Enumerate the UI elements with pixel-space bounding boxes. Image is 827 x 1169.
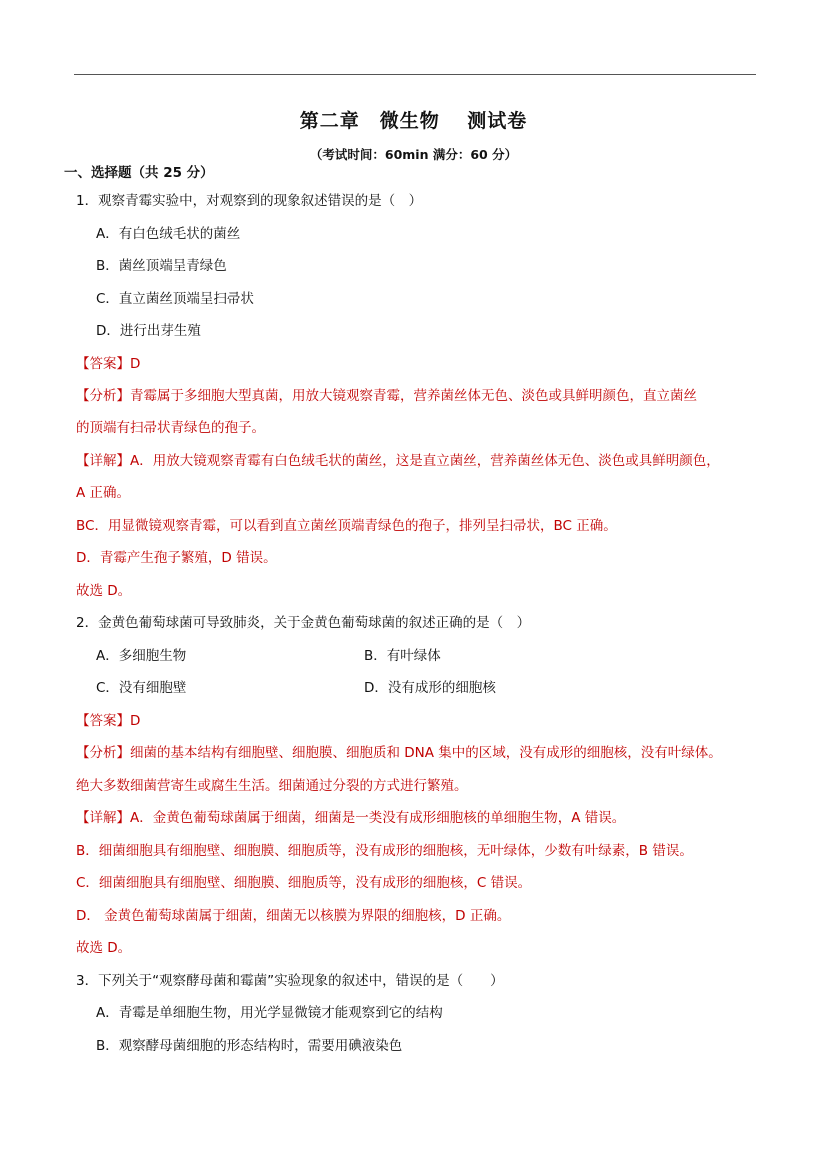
q1-detail-line-1: 【详解】A．用放大镜观察青霉有白色绒毛状的菌丝，这是直立菌丝，营养菌丝体无色、淡色或具鲜明颜色， [76,453,720,469]
q1-option-c: C．直立菌丝顶端呈扫帚状 [96,291,254,307]
q2-analysis-line-2: 绝大多数细菌营寄生或腐生生活。细菌通过分裂的方式进行繁殖。 [76,778,468,794]
q2-option-c: C．没有细胞壁 [96,680,187,696]
section-heading: 一、选择题（共 25 分） [64,165,214,181]
q1-option-b: B．菌丝顶端呈青绿色 [96,258,227,274]
q2-option-b: B．有叶绿体 [364,648,441,664]
q1-detail-line-2: A 正确。 [76,485,131,501]
q2-detail-line-1: 【详解】A．金黄色葡萄球菌属于细菌，细菌是一类没有成形细胞核的单细胞生物，A 错误。 [76,810,626,826]
q1-option-d: D．进行出芽生殖 [96,323,201,339]
q2-option-a: A．多细胞生物 [96,648,187,664]
q2-detail-line-4: D． 金黄色葡萄球菌属于细菌，细菌无以核膜为界限的细胞核，D 正确。 [76,908,511,924]
q2-option-d: D．没有成形的细胞核 [364,680,496,696]
q3-option-a: A．青霉是单细胞生物，用光学显微镜才能观察到它的结构 [96,1005,443,1021]
q2-analysis-line-1: 【分析】细菌的基本结构有细胞壁、细胞膜、细胞质和 DNA 集中的区域，没有成形的细胞核，没有叶绿体。 [76,745,722,761]
q1-answer: 【答案】D [76,356,141,372]
q1-analysis-line-2: 的顶端有扫帚状青绿色的孢子。 [76,420,265,436]
q2-conclusion: 故选 D。 [76,940,132,956]
q1-detail-line-3: BC．用显微镜观察青霉，可以看到直立菌丝顶端青绿色的孢子，排列呈扫帚状，BC 正确。 [76,518,617,534]
page-title: 第二章 微生物 测试卷 [299,110,528,132]
question-1-stem: 1．观察青霉实验中，对观察到的现象叙述错误的是（ ） [76,193,423,209]
q1-analysis-line-1: 【分析】青霉属于多细胞大型真菌，用放大镜观察青霉，营养菌丝体无色、淡色或具鲜明颜色，直立菌丝 [76,388,697,404]
question-3-stem: 3．下列关于“观察酵母菌和霉菌”实验现象的叙述中，错误的是（ ） [76,973,504,989]
q1-detail-line-4: D．青霉产生孢子繁殖，D 错误。 [76,550,277,566]
q2-detail-line-2: B．细菌细胞具有细胞壁、细胞膜、细胞质等，没有成形的细胞核，无叶绿体，少数有叶绿素，B 错误。 [76,843,693,859]
q2-detail-line-3: C．细菌细胞具有细胞壁、细胞膜、细胞质等，没有成形的细胞核，C 错误。 [76,875,532,891]
question-2-stem: 2．金黄色葡萄球菌可导致肺炎，关于金黄色葡萄球菌的叙述正确的是（ ） [76,615,531,631]
q1-option-a: A．有白色绒毛状的菌丝 [96,226,241,242]
page-subtitle: （考试时间：60min 满分：60 分） [309,147,518,162]
header-rule [74,74,756,75]
q2-answer: 【答案】D [76,713,141,729]
q1-conclusion: 故选 D。 [76,583,132,599]
q3-option-b: B．观察酵母菌细胞的形态结构时，需要用碘液染色 [96,1038,403,1054]
